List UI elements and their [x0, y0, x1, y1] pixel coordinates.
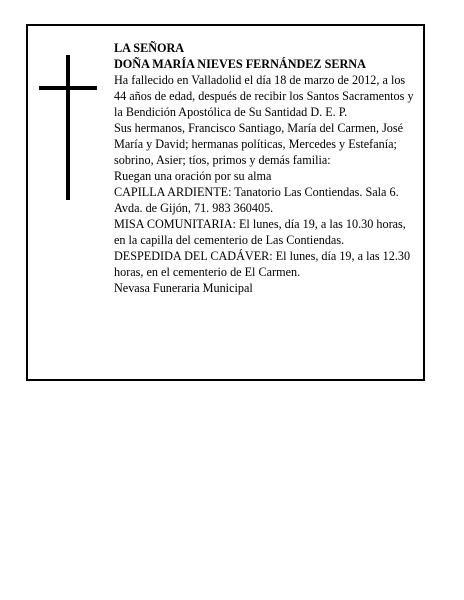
cross-horizontal-bar	[39, 86, 97, 90]
cross-vertical-bar	[66, 55, 70, 200]
notice-text	[114, 40, 419, 296]
cross-icon	[39, 55, 97, 200]
death-announcement: Ha fallecido en Valladolid el día 18 de marzo de 2012, a los 44 años de edad, después de recibir los Santos Sacramentos y la Bendición Apostólica de Su Santidad D. E. P.	[114, 73, 414, 119]
prayer-request: Ruegan una oración por su alma	[114, 169, 272, 183]
obituary-notice	[26, 24, 425, 381]
deceased-name: DOÑA MARÍA NIEVES FERNÁNDEZ SERNA	[114, 57, 366, 71]
farewell-info: DESPEDIDA DEL CADÁVER: El lunes, día 19, a las 12.30 horas, en el cementerio de El Carmen.	[114, 249, 411, 279]
funeral-home: Nevasa Funeraria Municipal	[114, 281, 253, 295]
funeral-chapel-info: CAPILLA ARDIENTE: Tanatorio Las Contiendas. Sala 6. Avda. de Gijón, 71. 983 360405.	[114, 185, 399, 215]
notice-title: LA SEÑORA	[114, 41, 185, 55]
mass-info: MISA COMUNITARIA: El lunes, día 19, a las 10.30 horas, en la capilla del cementerio de Las Contiendas.	[114, 217, 406, 247]
family-list: Sus hermanos, Francisco Santiago, María del Carmen, José María y David; hermanas políticas, Mercedes y Estefanía; sobrino, Asier; tíos, primos y demás familia:	[114, 121, 404, 167]
